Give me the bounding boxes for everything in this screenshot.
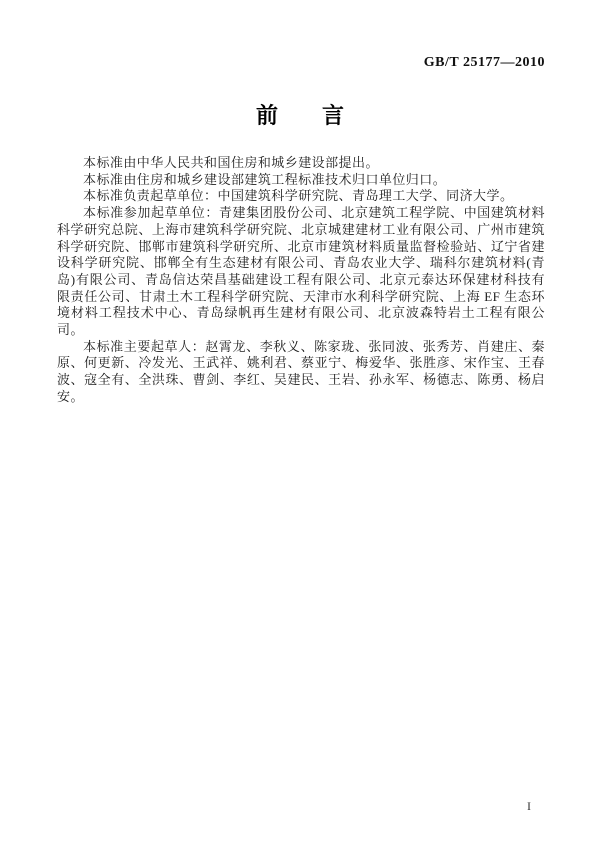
page-title: 前 言 bbox=[255, 103, 344, 128]
paragraph-centralized-by: 本标准由住房和城乡建设部建筑工程标准技术归口单位归口。 bbox=[83, 171, 447, 187]
paragraph-chief-drafting-organizations: 本标准负责起草单位：中国建筑科学研究院、青岛理工大学、同济大学。 bbox=[83, 188, 514, 204]
paragraph-chief-drafters: 本标准主要起草人：赵霄龙、李秋义、陈家珑、张同波、张秀芳、肖建庄、秦原、何更新、冷发光、王武祥、姚利君、蔡亚宁、梅爱华、张胜彦、宋作宝、王春波、寇全有、全洪珠、曹剑、李红、吴建民、王岩、孙永军、杨德志、陈勇、杨启安。 bbox=[57, 338, 545, 404]
page-number: I bbox=[527, 799, 531, 813]
standard-code: GB/T 25177—2010 bbox=[423, 55, 545, 70]
paragraph-participating-drafting-organizations: 本标准参加起草单位：青建集团股份公司、北京建筑工程学院、中国建筑材料科学研究总院、上海市建筑科学研究院、北京城建建材工业有限公司、广州市建筑科学研究院、邯郸市建筑科学研究所、北京市建筑材料质量监督检验站、辽宁省建设科学研究院、邯郸全有生态建材有限公司、青岛农业大学、瑞科尔建筑材料(青岛)有限公司、青岛信达荣昌基础建设工程有限公司、北京元泰达环保建材科技有限责任公司、甘肃土木工程科学研究院、天津市水利科学研究院、上海 EF 生态环境材料工程技术中心、青岛绿帆再生建材有限公司、北京波森特岩土工程有限公司。 bbox=[57, 205, 545, 338]
paragraph-issued-by: 本标准由中华人民共和国住房和城乡建设部提出。 bbox=[83, 155, 379, 170]
foreword-body bbox=[57, 155, 545, 406]
